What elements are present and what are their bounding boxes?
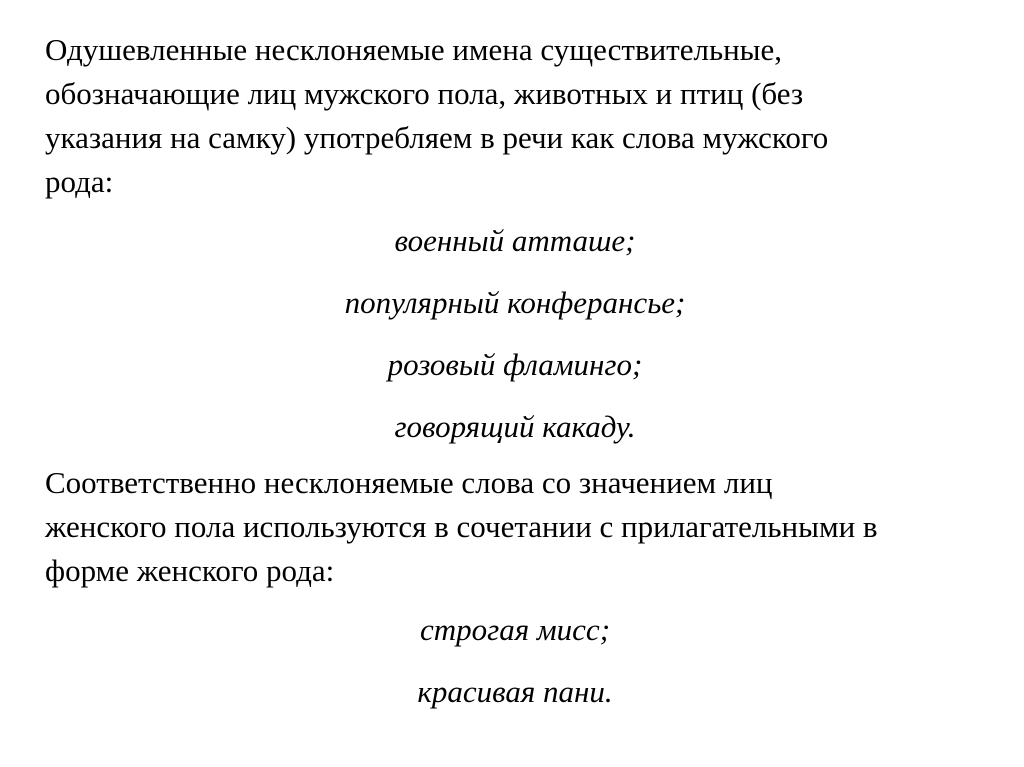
example-item: строгая мисс;: [419, 612, 611, 647]
example-item: популярный конферансье;: [344, 285, 686, 320]
example-item: говорящий какаду.: [394, 409, 636, 444]
masculine-examples-list: [45, 219, 985, 467]
slide-content: [45, 28, 985, 732]
feminine-examples-list: [45, 608, 985, 732]
paragraph-feminine-rule: Соответственно несклоняемые слова со значением лиц женского пола используются в сочетании с прилагательными в форме женского рода:: [45, 465, 878, 588]
example-item: красивая пани.: [417, 674, 613, 709]
paragraph-masculine-rule: Одушевленные несклоняемые имена существительные, обозначающие лиц мужского пола, животных и птиц (без указания на самку) употребляем в речи как слова мужского рода:: [45, 32, 829, 199]
example-item: розовый фламинго;: [387, 347, 643, 382]
example-item: военный атташе;: [394, 223, 636, 258]
